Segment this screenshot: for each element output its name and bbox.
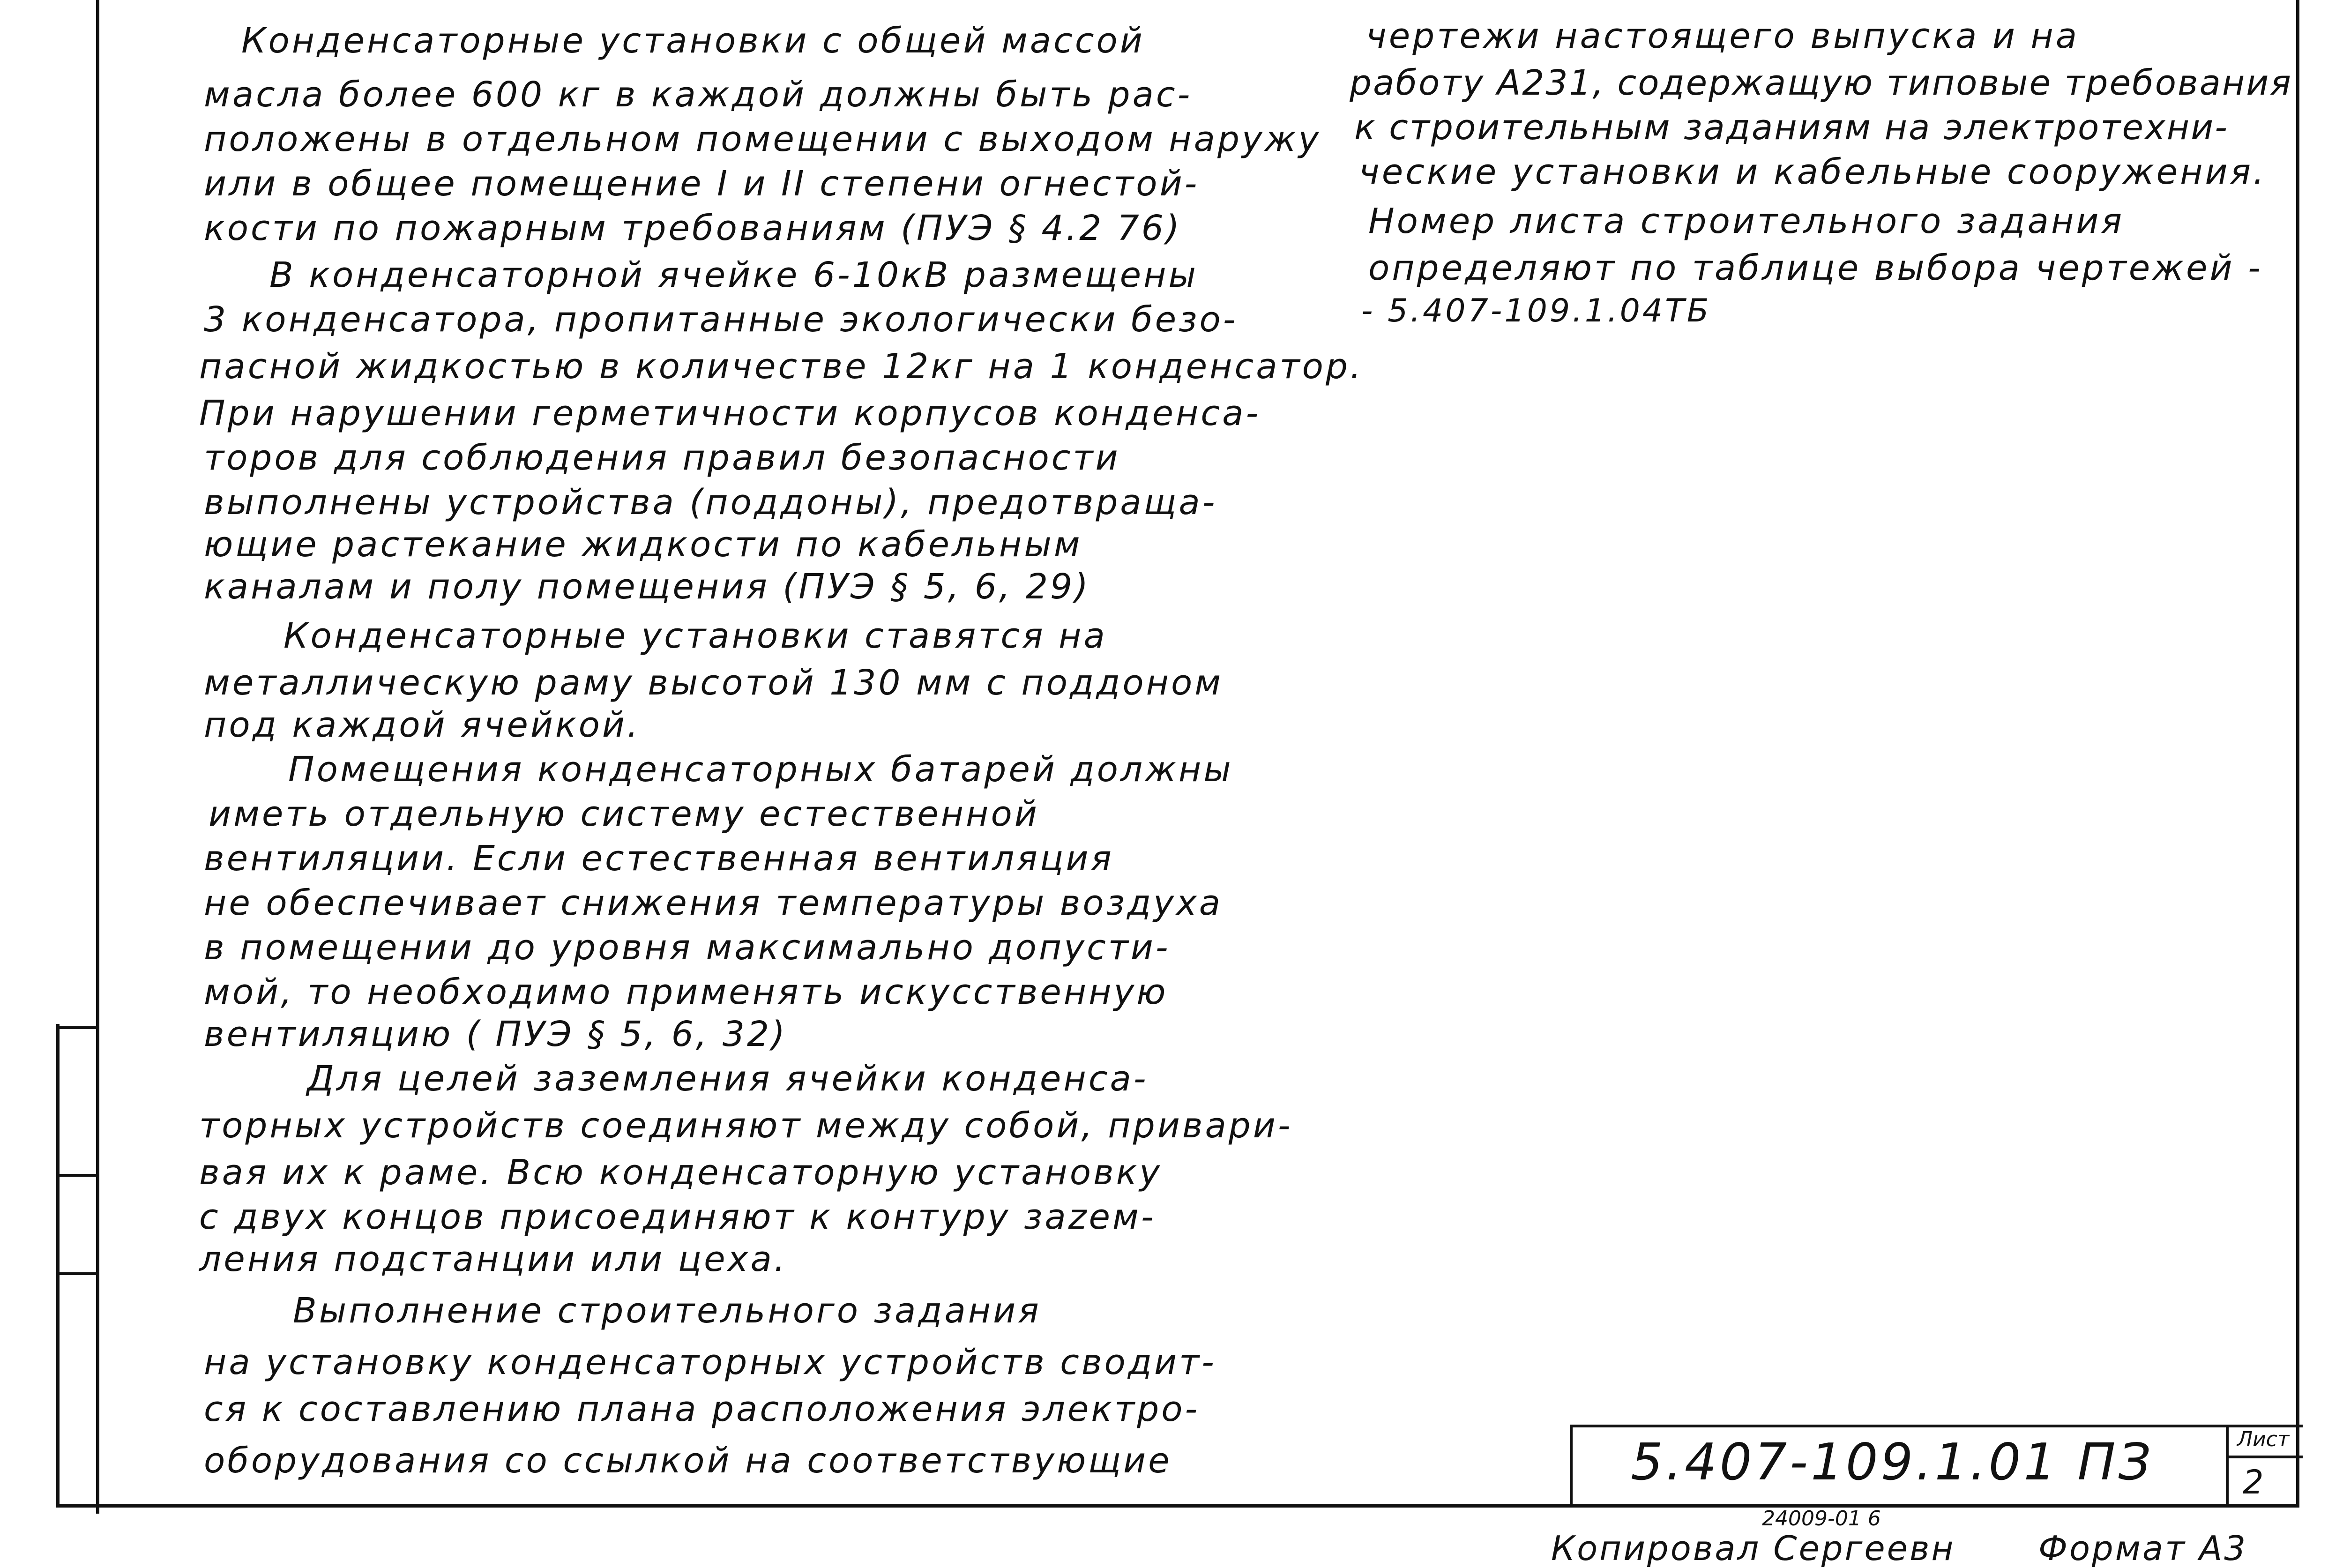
text-line: ющие растекание жидкости по кабельным	[204, 524, 1082, 565]
text-line: ления подстанции или цеха.	[199, 1239, 788, 1279]
text-line: с двух концов присоединяют к контуру заzем-	[199, 1197, 1156, 1237]
text-line: торных устройств соединяют между собой, привари-	[199, 1105, 1293, 1146]
text-line: выполнены устройства (поддоны), предотвраща-	[204, 482, 1217, 523]
text-line: Выполнение строительного задания	[293, 1291, 1041, 1331]
sheet-label: Лист	[2237, 1427, 2290, 1451]
text-line: оборудования со ссылкой на соответствующие	[204, 1441, 1172, 1481]
text-line: под каждой ячейкой.	[204, 705, 641, 745]
text-line: работу А231, содержащую типовые требования	[1350, 63, 2292, 103]
text-line: масла более 600 кг в каждой должны быть рас-	[204, 75, 1193, 115]
text-line: В конденсаторной ячейке 6-10кВ размещены	[269, 255, 1198, 295]
sheet-format: Формат А3	[2038, 1529, 2248, 1568]
text-line: - 5.407-109.1.04ТБ	[1361, 292, 1711, 329]
text-line: определяют по таблице выбора чертежей -	[1368, 248, 2263, 288]
text-line: положены в отдельном помещении с выходом наружу	[204, 119, 1321, 159]
text-line: иметь отдельную систему естественной	[209, 794, 1039, 834]
right-text-column	[0, 5, 2296, 380]
text-line: кости по пожарным требованиям (ПУЭ § 4.2 76)	[204, 208, 1182, 248]
sheet-number: 2	[2243, 1463, 2264, 1501]
text-line: каналам и полу помещения (ПУЭ § 5, 6, 29)	[204, 567, 1091, 607]
frame-right-border	[2296, 0, 2299, 1507]
text-line: не обеспечивает снижения температуры воздуха	[204, 883, 1223, 923]
text-line: Номер листа строительного задания	[1368, 201, 2125, 241]
text-line: вая их к раме. Всю конденсаторную установку	[199, 1152, 1163, 1193]
document-code: 5.407-109.1.01 ПЗ	[1631, 1433, 2154, 1492]
text-line: на установку конденсаторных устройств сводит-	[204, 1342, 1216, 1382]
text-line: металлическую раму высотой 130 мм с поддоном	[204, 663, 1224, 703]
sheet-cell-divider	[2229, 1456, 2303, 1458]
text-line: мой, то необходимо применять искусственную	[204, 972, 1168, 1012]
text-line: чертежи настоящего выпуска и на	[1366, 16, 2080, 56]
inventory-number: 24009-01 6	[1762, 1507, 1881, 1531]
text-line: в помещении до уровня максимально допусти-	[204, 927, 1171, 968]
text-line: Для целей заземления ячейки конденса-	[307, 1059, 1149, 1099]
text-line: торов для соблюдения правил безопасности	[204, 438, 1120, 478]
text-line: Конденсаторные установки с общей массой	[241, 21, 1145, 61]
text-line: к строительным заданиям на электротехни-	[1354, 107, 2229, 148]
text-line: или в общее помещение I и II степени огнестой-	[204, 164, 1200, 204]
sheet-number-cell	[2226, 1425, 2303, 1504]
text-line: ческие установки и кабельные сооружения.	[1359, 152, 2267, 192]
text-line: При нарушении герметичности корпусов конденса-	[199, 393, 1261, 433]
copied-by: Копировал Сергеевн	[1551, 1529, 1955, 1568]
text-line: Помещения конденсаторных батарей должны	[288, 749, 1233, 790]
text-line: пасной жидкостью в количестве 12кг на 1 конденсатор.	[199, 346, 1364, 387]
text-line: вентиляцию ( ПУЭ § 5, 6, 32)	[204, 1014, 787, 1054]
text-line: 3 конденсатора, пропитанные экологически безо-	[204, 299, 1238, 340]
text-line: вентиляции. Если естественная вентиляция	[204, 838, 1114, 879]
text-line: ся к составлению плана расположения электро-	[204, 1389, 1200, 1429]
text-line: Конденсаторные установки ставятся на	[284, 616, 1107, 656]
